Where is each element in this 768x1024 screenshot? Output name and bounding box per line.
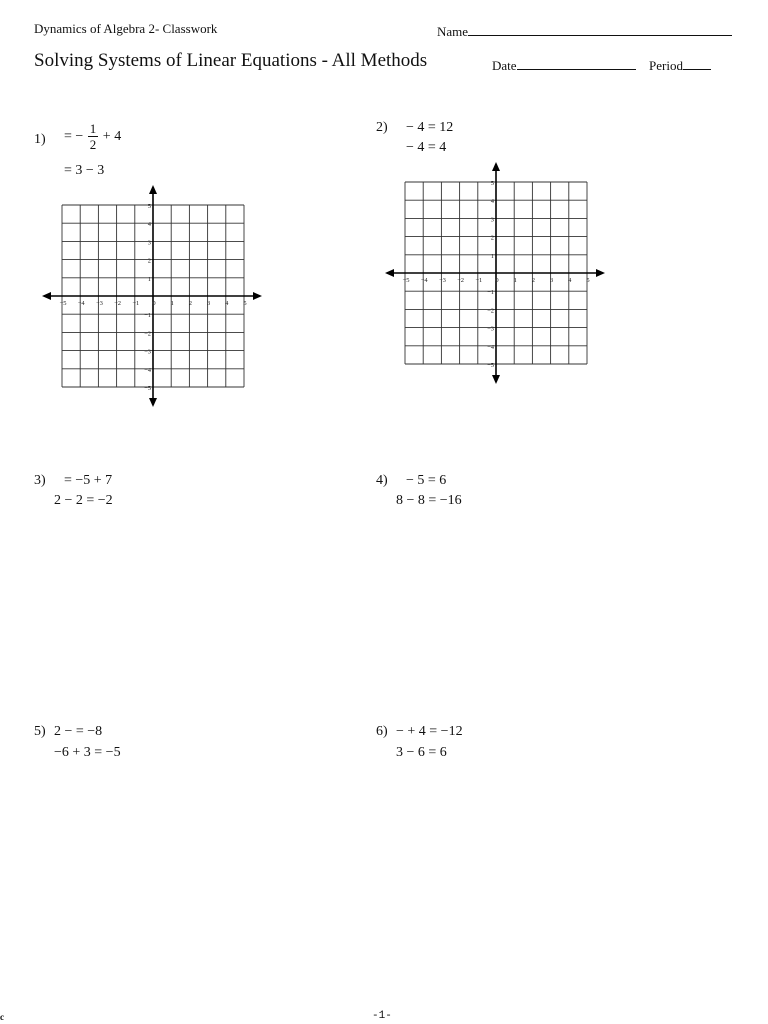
problem-1-eq1-prefix: = − (64, 129, 84, 144)
x-axis-arrow-left (385, 269, 394, 277)
name-label: Name (437, 24, 469, 39)
y-tick-label: −2 (487, 307, 494, 315)
y-tick-label: −3 (487, 325, 494, 333)
x-tick-label: −3 (438, 277, 446, 284)
problem-6-number: 6) (376, 724, 388, 739)
coordinate-grid-2[interactable] (383, 160, 607, 392)
y-tick-label: 3 (147, 239, 151, 247)
x-tick-label: −1 (475, 277, 483, 284)
problem-5-number: 5) (34, 724, 46, 739)
problem-3-eq1: = −5 + 7 (64, 473, 113, 488)
y-tick-label: 1 (147, 275, 151, 283)
y-tick-label: 5 (490, 180, 494, 187)
x-tick-label: −2 (457, 277, 465, 284)
date-label: Date (492, 58, 517, 73)
problem-4-eq1: − 5 = 6 (406, 473, 447, 488)
axes (385, 162, 605, 384)
y-tick-label: −1 (144, 312, 151, 320)
y-tick-label: −4 (144, 366, 151, 374)
problem-4-number: 4) (376, 473, 388, 488)
y-tick-label: 3 (490, 216, 494, 224)
period-label: Period (649, 58, 683, 73)
y-tick-label: 5 (147, 203, 151, 210)
course-title: Dynamics of Algebra 2- Classwork (34, 21, 218, 36)
x-tick-label: 5 (243, 300, 247, 307)
problem-2-eq2: − 4 = 4 (406, 140, 447, 155)
y-axis-arrow-up (492, 162, 500, 171)
x-tick-label: 3 (549, 277, 554, 284)
problem-3-eq2: 2 − 2 = −2 (54, 493, 113, 508)
x-axis-arrow-right (253, 292, 262, 300)
y-tick-label: −5 (487, 362, 494, 369)
problem-5-eq2: −6 + 3 = −5 (54, 745, 121, 760)
x-tick-label: 3 (206, 300, 211, 307)
y-tick-label: −4 (487, 343, 494, 351)
y-axis-arrow-down (149, 398, 157, 407)
worksheet-title: Solving Systems of Linear Equations - All Methods (34, 50, 428, 71)
problem-1-eq1-suffix: + 4 (102, 129, 122, 144)
date-blank[interactable] (517, 55, 636, 70)
y-tick-label: −1 (487, 289, 494, 297)
x-tick-label: −1 (132, 300, 140, 307)
y-axis-arrow-down (492, 375, 500, 384)
problem-2-number: 2) (376, 120, 388, 135)
problem-1-fraction (88, 121, 99, 152)
problem-6-eq2: 3 − 6 = 6 (396, 745, 447, 760)
y-tick-label: −5 (144, 385, 151, 392)
name-blank[interactable] (468, 21, 732, 36)
period-field[interactable] (649, 55, 711, 74)
x-tick-label: 5 (586, 277, 590, 284)
x-axis-arrow-right (596, 269, 605, 277)
x-tick-label: −3 (95, 300, 103, 307)
x-tick-label: 2 (531, 277, 536, 284)
y-tick-label: 1 (490, 252, 494, 260)
x-tick-label: 1 (170, 300, 174, 307)
problem-1-eq1 (64, 121, 121, 152)
y-axis-arrow-up (149, 185, 157, 194)
x-tick-label: 4 (568, 277, 572, 284)
x-tick-label: −4 (420, 277, 428, 284)
problem-2-eq1: − 4 = 12 (406, 120, 454, 135)
x-tick-label: −5 (402, 277, 410, 284)
page-number: -1- (372, 1010, 392, 1022)
y-tick-label: −2 (144, 330, 151, 338)
x-tick-label: 1 (513, 277, 517, 284)
fraction-numerator: 1 (89, 121, 97, 136)
date-field[interactable] (492, 55, 636, 74)
y-tick-label: 2 (147, 257, 151, 265)
y-tick-label: −3 (144, 348, 151, 356)
problem-3-number: 3) (34, 473, 46, 488)
problem-4-eq2: 8 − 8 = −16 (396, 493, 462, 508)
y-tick-label: 4 (147, 221, 151, 229)
coordinate-grid-1[interactable] (40, 183, 264, 415)
fraction-denominator: 2 (89, 137, 97, 152)
y-tick-label: 2 (490, 234, 494, 242)
period-blank[interactable] (683, 55, 711, 70)
problem-1-eq2: = 3 − 3 (64, 163, 105, 178)
corner-mark: c (0, 1012, 4, 1022)
x-tick-label: 0 (495, 277, 499, 284)
x-tick-label: −2 (114, 300, 122, 307)
problem-5-eq1: 2 − = −8 (54, 724, 103, 739)
x-tick-label: 0 (152, 300, 156, 307)
x-axis-arrow-left (42, 292, 51, 300)
problem-1-number: 1) (34, 132, 46, 147)
x-tick-label: −5 (59, 300, 67, 307)
name-field[interactable] (437, 21, 732, 40)
y-tick-label: 4 (490, 198, 494, 206)
problem-6-eq1: − + 4 = −12 (396, 724, 463, 739)
x-tick-label: −4 (77, 300, 85, 307)
x-tick-label: 2 (188, 300, 193, 307)
x-tick-label: 4 (225, 300, 229, 307)
axes (42, 185, 262, 407)
